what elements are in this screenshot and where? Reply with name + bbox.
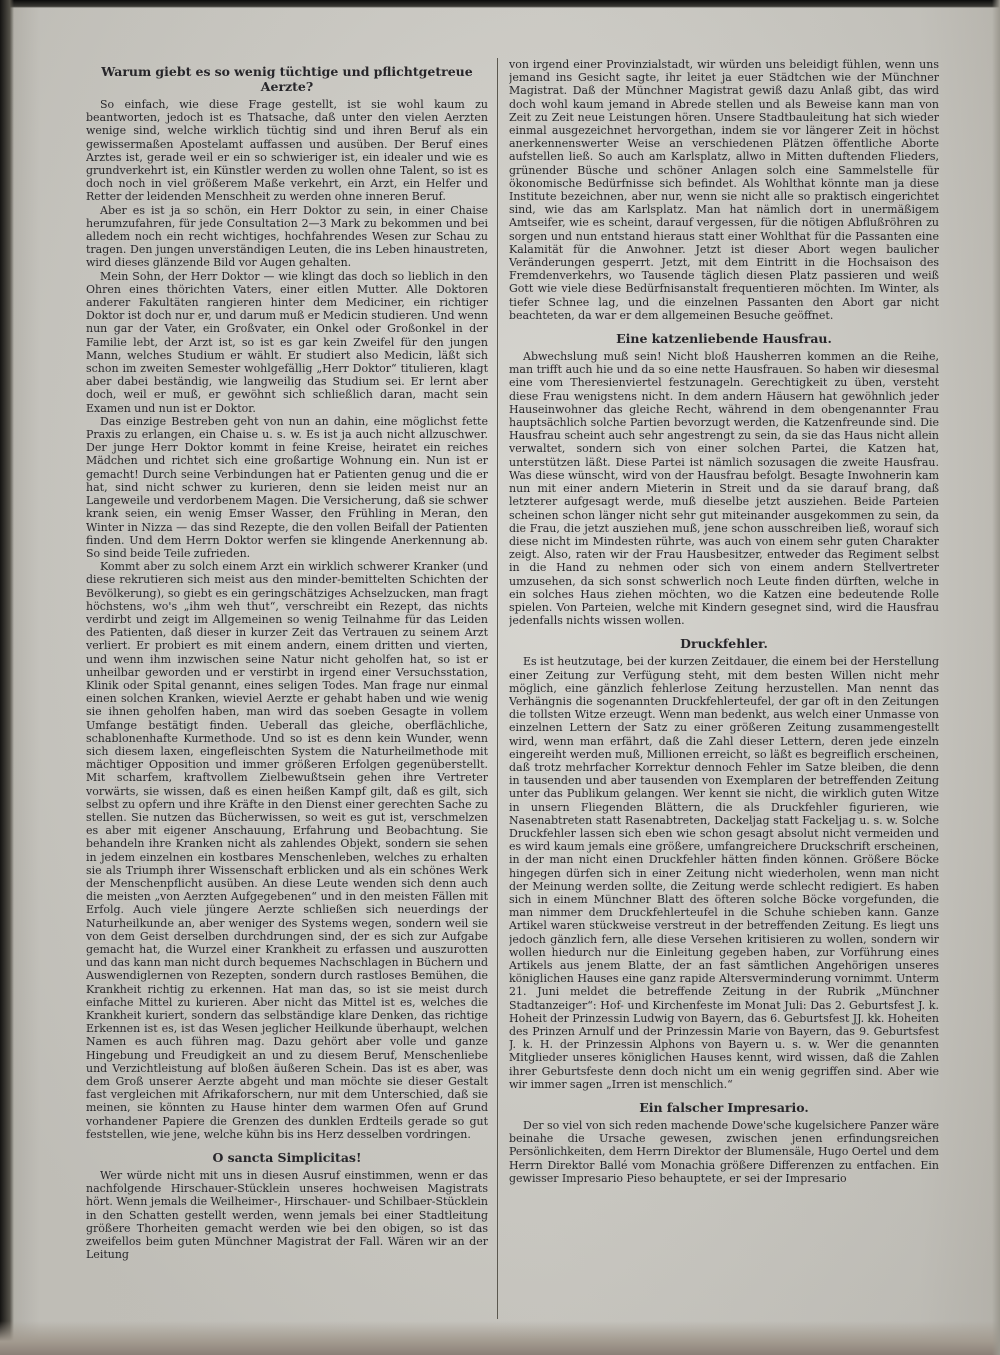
paragraph: Der so viel von sich reden machende Dowe'sche kugelsichere Panzer wäre beinahe die Ursache gewesen, zwischen jenen erfindungsreichen Persönlichkeiten, dem Herrn Direktor der Blumensäle, Hugo Oertel und dem Herrn Direktor Ballé vom Monachia größere Differenzen zu entfachen. Ein gewisser Impresario Pieso behauptete, er sei der Impresario [509,1119,939,1185]
scan-edge-left [0,0,14,1355]
paragraph: von irgend einer Provinzialstadt, wir würden uns beleidigt fühlen, wenn uns jemand ins Gesicht sagte, ihr leitet ja euer Städtchen wie der Münchner Magistrat. Daß der Münchner Magistrat gewiß dazu Anlaß gibt, das wird doch wohl kaum jemand in Abrede stellen und als Beweise kann man von Zeit zu Zeit neue Leistungen hören. Unsere Stadtbauleitung hat sich wieder einmal ausgezeichnet hervorgethan, indem sie vor längerer Zeit in höchst anerkennenswerter Weise an verschiedenen Plätzen öffentliche Aborte aufstellen ließ. So auch am Karlsplatz, allwo in Mitten duftenden Flieders, grünender Büsche und schöner Anlagen solch eine Sammelstelle für ökonomische Bedürfnisse sich befindet. Als Wohlthat könnte man ja diese Institute bezeichnen, aber nur, wenn sie nicht alle so praktisch eingerichtet sind, wie das am Karlsplatz. Man hat nämlich dort in unermäßigem Amtseifer, wie es scheint, darauf vergessen, für die nötigen Abflußröhren zu sorgen und nun entstand hieraus statt einer Wohlthat für die Passanten eine Kalamität für die Anwohner. Jetzt ist dieser Abort wegen baulicher Veränderungen gesperrt. Jetzt, mit dem Eintritt in die Hochsaison des Fremdenverkehrs, wo Tausende täglich diesen Platz passieren und weiß Gott wie viele diese Bedürfnisanstalt frequentieren möchten. Im Winter, als tiefer Schnee lag, und die einzelnen Passanten den Abort gar nicht beachteten, da war er dem allgemeinen Besuche geöffnet. [509,58,939,322]
article-title-cat-loving-housewife: Eine katzenliebende Hausfrau. [616,331,832,347]
article-cat-loving-housewife [509,331,939,627]
article-title-false-impresario: Ein falscher Impresario. [639,1100,809,1116]
paragraph: Abwechslung muß sein! Nicht bloß Hausherren kommen an die Reihe, man trifft auch hie und da so eine nette Hausfrauen. So haben wir diesesmal eine vom Theresienviertel festzunageln. Gerechtigkeit zu üben, versteht diese Frau wenigstens nicht. In dem andern Häusern hat gewöhnlich jeder Hauseinwohner das gleiche Recht, während in dem obengenannter Frau hauptsächlich solche Partien bevorzugt werden, die Katzenfreunde sind. Die Hausfrau scheint auch sehr angestrengt zu sein, da sie das Haus nicht allein verwaltet, sondern sich von einer solchen Partei, die Katzen hat, unterstützen läßt. Diese Partei ist nämlich sozusagen die zweite Hausfrau. Was diese wünscht, wird von der Hausfrau befolgt. Besagte Inwohnerin kam nun mit einer andern Mieterin in Streit und da sie darauf brang, daß letzterer aufgesagt werde, muß dieselbe jetzt ausziehen. Beide Parteien scheinen schon länger nicht sehr gut miteinander ausgekommen zu sein, da die Frau, die jetzt ausziehen muß, jene schon ausschreiben ließ, worauf sich diese nicht im Mindesten rührte, was auch von einem sehr guten Charakter zeigt. Also, raten wir der Frau Hausbesitzer, entweder das Regiment selbst in die Hand zu nehmen oder sich von einem andern Stellvertreter umzusehen, da sich sonst schwerlich noch Leute finden dürften, welche in ein solches Haus ziehen möchten, wo die Katzen eine bedeutende Rolle spielen. Von Parteien, welche mit Kindern gesegnet sind, wird die Hausfrau jedenfalls nichts wissen wollen. [509,350,939,628]
article-title-doctors: Warum giebt es so wenig tüchtige und pflichtgetreue Aerzte? [101,64,473,94]
right-column [509,58,939,1326]
scan-edge-top [0,0,1000,8]
paragraph: So einfach, wie diese Frage gestellt, ist sie wohl kaum zu beantworten, jedoch ist es Thatsache, daß unter den vielen Aerzten wenige sind, welche wirklich tüchtig sind und ihren Beruf als ein gewissermaßen Apostelamt auffassen und ausüben. Der Beruf eines Arztes ist, gerade weil er ein so schwieriger ist, ein idealer und wie es grundverkehrt ist, ein Künstler werden zu wollen ohne Talent, so ist es doch noch in viel größerem Maße verkehrt, ein Arzt, ein Helfer und Retter der leidenden Menschheit zu werden ohne inneren Beruf. [86,98,488,204]
article-sancta-simplicitas-continuation [509,58,939,322]
column-divider-rule [497,58,498,1319]
paragraph: Es ist heutzutage, bei der kurzen Zeitdauer, die einem bei der Herstellung einer Zeitung zur Verfügung steht, mit dem besten Willen nicht mehr möglich, eine gänzlich fehlerlose Zeitung herzustellen. Man nennt das Verhängnis die sogenannten Druckfehlerteufel, der gar oft in den Zeitungen die tollsten Witze erzeugt. Wenn man bedenkt, aus welch einer Unmasse von einzelnen Lettern der Satz zu einer größeren Zeitung zusammengestellt wird, wenn man erfährt, daß die Zahl dieser Lettern, deren jede einzeln eingereiht werden muß, Millionen erreicht, so läßt es begreiflich erscheinen, daß trotz mehrfacher Korrektur dennoch Fehler im Satze bleiben, die denn in tausenden und aber tausenden von Exemplaren der betreffenden Zeitung unter das Publikum gelangen. Wer kennt sie nicht, die wirklich guten Witze in unsern Fliegenden Blättern, die als Druckfehler figurieren, wie Nasenabtreten statt Rasenabtreten, Dackeljag statt Fackeljag u. s. w. Solche Druckfehler lassen sich eben wie schon gesagt absolut nicht vermeiden und es wird kaum jemals eine größere, umfangreichere Druckschrift erscheinen, in der man nicht einen Druckfehler hätten finden können. Größere Böcke hingegen dürfen sich in einer Zeitung nicht wiederholen, wenn man nicht der Meinung werden sollte, die Zeitung werde schlecht redigiert. Es haben sich in einem Münchner Blatt des öfteren solche Böcke vorgefunden, die man nimmer dem Druckfehlerteufel in die Schuhe schieben kann. Ganze Artikel waren stückweise verstreut in der betreffenden Zeitung. Es liegt uns jedoch gänzlich fern, alle diese Versehen kritisieren zu wollen, sondern wir wollen hiedurch nur die Einleitung gegeben haben, zur Vorführung eines Artikels aus jenem Blatte, der an fast sämtlichen Angehörigen unseres königlichen Hauses eine ganz rapide Altersverminderung vornimmt. Unterm 21. Juni meldet die betreffende Zeitung in der Rubrik „Münchner Stadtanzeiger“: Hof- und Kirchenfeste im Monat Juli: Das 2. Geburtsfest J. k. Hoheit der Prinzessin Ludwig von Bayern, das 6. Geburtsfest JJ. kk. Hoheiten des Prinzen Arnulf und der Prinzessin Marie von Bayern, das 9. Geburtsfest J. k. H. der Prinzessin Alphons von Bayern u. s. w. Wer die genannten Mitglieder unseres königlichen Hauses kennt, wird wissen, daß die Zahlen ihrer Geburtsfeste denn doch nicht um ein wenig gegriffen sind. Aber wie wir immer sagen „Irren ist menschlich.“ [509,655,939,1091]
article-title-sancta-simplicitas: O sancta Simplicitas! [212,1150,362,1166]
paragraph: Kommt aber zu solch einem Arzt ein wirklich schwerer Kranker (und diese rekrutieren sich meist aus den minder-bemittelten Schichten der Bevölkerung), so giebt es ein geringschätziges Achselzucken, man fragt höchstens, wo's „ihm weh thut“, verschreibt ein Rezept, das nichts verdirbt und zeigt im Allgemeinen so wenig Teilnahme für das Leiden des Patienten, daß dieser in kurzer Zeit das Vertrauen zu seinem Arzt verliert. Er probiert es mit einem andern, einem dritten und vierten, und wenn ihm inzwischen seine Natur nicht geholfen hat, so ist er unheilbar geworden und er verstirbt in irgend einer Versuchsstation, Klinik oder Spital genannt, eines seligen Todes. Man frage nur einmal einen solchen Kranken, wieviel Aerzte er gehabt haben und wie wenig sie ihnen geholfen haben, man wird das soeben Gesagte in vollem Umfange bestätigt finden. Ueberall das gleiche, oberflächliche, schablonenhafte Kurmethode. Und so ist es denn kein Wunder, wenn sich diesem laxen, eingefleischten System die Naturheilmethode mit mächtiger Opposition und immer größeren Erfolgen gegenüberstellt. Mit scharfem, kraftvollem Zielbewußtsein gehen ihre Vertreter vorwärts, sie wissen, daß es einen heißen Kampf gilt, daß es gilt, sich selbst zu opfern und ihre Kräfte in den Dienst einer gerechten Sache zu stellen. Sie nutzen das Bücherwissen, so weit es gut ist, verschmelzen es aber mit eigener Anschauung, Erfahrung und Beobachtung. Sie behandeln ihre Kranken nicht als zahlendes Objekt, sondern sie sehen in jedem einzelnen ein kostbares Menschenleben, welches zu erhalten sie als Triumph ihrer Wissenschaft erblicken und als ein schönes Werk der Menschenpflicht ausüben. An diese Leute wenden sich denn auch die meisten „von Aerzten Aufgegebenen“ und in den meisten Fällen mit Erfolg. Auch viele jüngere Aerzte schließen sich neuerdings der Naturheilkunde an, aber weniger des Systems wegen, sondern weil sie von dem Geist derselben durchdrungen sind, der es sich zur Aufgabe gemacht hat, die Wurzel einer Krankheit zu erfassen und auszurotten und das kann man nicht durch bequemes Nachschlagen in Büchern und Auswendiglernen von Rezepten, sondern durch rastloses Bemühen, die Krankheit richtig zu erkennen. Hat man das, so ist sie meist durch einfache Mittel zu kurieren. Aber nicht das Mittel ist es, welches die Krankheit kuriert, sondern das selbständige klare Denken, das richtige Erkennen ist es, ist das Wesen jeglicher Heilkunde überhaupt, welchen Namen es auch führen mag. Dazu gehört aber volle und ganze Hingebung und Freudigkeit an und zu diesem Beruf, Menschenliebe und Verzichtleistung auf bloßen äußeren Schein. Das ist es aber, was dem Groß unserer Aerzte abgeht und man möchte sie dieser Gestalt fast vergleichen mit Afrikaforschern, nur mit dem Unterschied, daß sie meinen, sie könnten zu Hause hinter dem warmen Ofen auf Grund vorhandener Papiere die Grenzen des dunklen Erdteils gerade so gut feststellen, wie jene, welche kühn bis ins Herz desselben vordringen. [86,560,488,1141]
paragraph: Wer würde nicht mit uns in diesen Ausruf einstimmen, wenn er das nachfolgende Hirschauer-Stücklein unseres hochweisen Magistrats hört. Wenn jemals die Weilheimer-, Hirschauer- und Schilbaer-Stücklein in den Schatten gestellt werden, wenn jemals bei einer Stadtleitung größere Thorheiten gemacht werden wie bei den obigen, so ist das zweifellos beim guten Münchner Magistrat der Fall. Wären wir an der Leitung [86,1169,488,1262]
scan-edge-bottom [0,1321,1000,1355]
article-druckfehler [509,636,939,1091]
article-sancta-simplicitas [86,1150,488,1261]
scan-edge-right [992,0,1000,1355]
article-false-impresario [509,1100,939,1185]
paragraph: Aber es ist ja so schön, ein Herr Doktor zu sein, in einer Chaise herumzufahren, für jede Consultation 2—3 Mark zu bekommen und bei alledem noch ein recht wichtiges, hochfahrendes Wesen zur Schau zu tragen. Den jungen unverständigen Leuten, die ins Leben hinaustreten, wird dieses glänzende Bild vor Augen gehalten. [86,203,488,270]
article-title-druckfehler: Druckfehler. [680,636,768,652]
left-column [86,64,488,1326]
paragraph: Mein Sohn, der Herr Doktor — wie klingt das doch so lieblich in den Ohren eines thörichten Vaters, einer eitlen Mutter. Alle Doktoren anderer Fakultäten rangieren hinter dem Mediciner, ein richtiger Doktor ist doch nur er, und darum muß er Medicin studieren. Und wenn nun gar der Vater, ein Großvater, ein Onkel oder Großonkel in der Familie lebt, der Arzt ist, so ist es gar kein Zweifel für den jungen Mann, welches Studium er wählt. Er studiert also Medicin, läßt sich schon im zweiten Semester wohlgefällig „Herr Doktor“ titulieren, klagt aber dabei beständig, wie langweilig das Studium sei. Er lernt aber doch, weil er muß, er gewöhnt sich schließlich daran, macht sein Examen und nun ist er Doktor. [86,269,488,415]
paragraph: Das einzige Bestreben geht von nun an dahin, eine möglichst fette Praxis zu erlangen, ein Chaise u. s. w. Es ist ja auch nicht allzuschwer. Der junge Herr Doktor kommt in feine Kreise, heiratet ein reiches Mädchen und richtet sich eine großartige Wohnung ein. Nun ist er gemacht! Durch seine Verbindungen hat er Patienten genug und die er hat, sind nicht schwer zu kurieren, denn sie leiden meist nur an Langeweile und verdorbenem Magen. Die Versicherung, daß sie schwer krank seien, ein wenig Emser Wasser, den Frühling in Meran, den Winter in Nizza — das sind Rezepte, die den vollen Beifall der Patienten finden. Und dem Herrn Doktor werfen sie klingende Anerkennung ab. So sind beide Teile zufrieden. [86,414,488,560]
article-doctors [86,64,488,1141]
